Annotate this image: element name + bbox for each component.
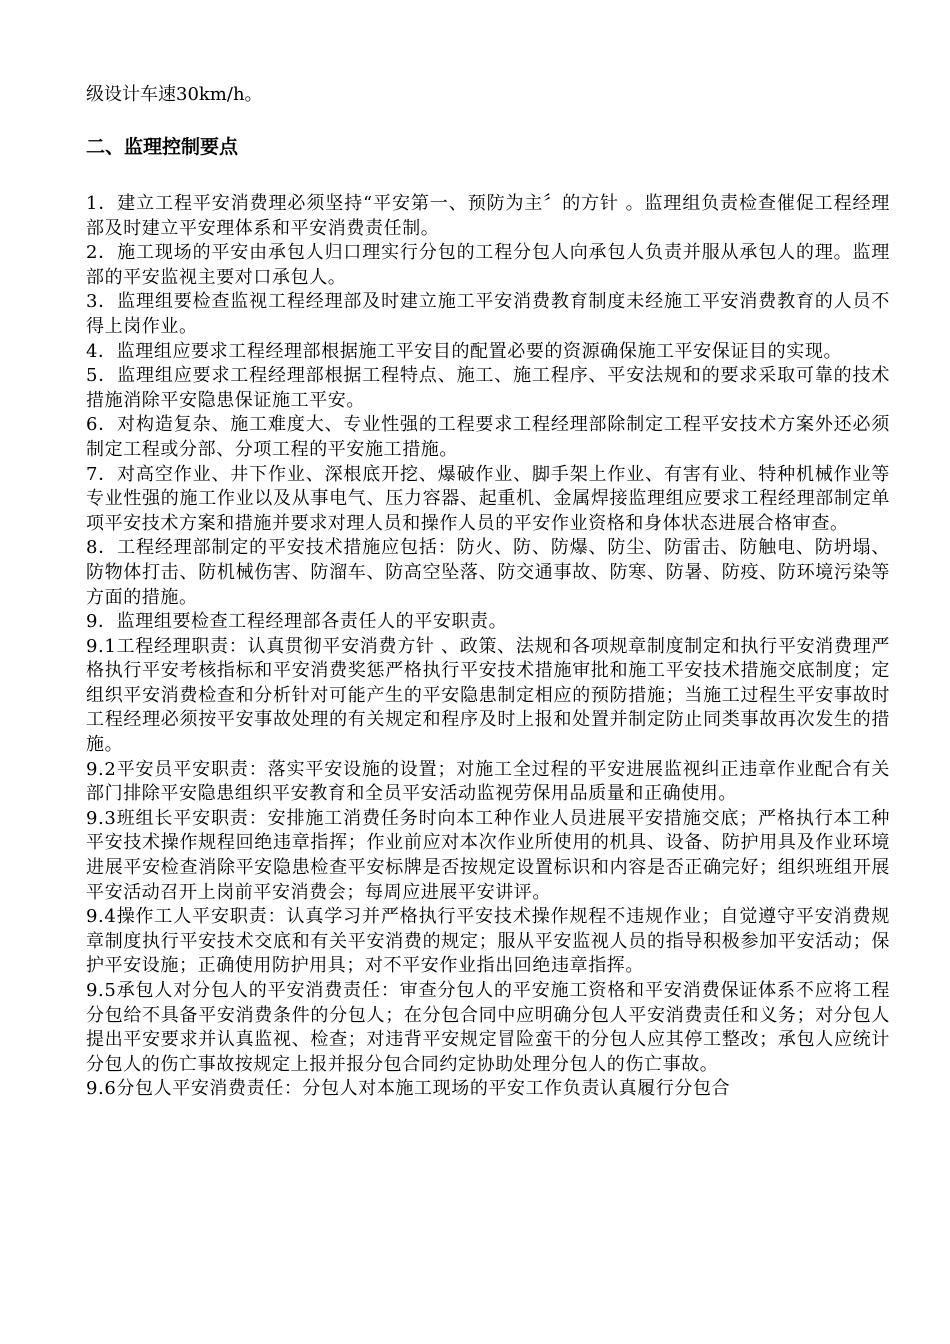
paragraph-9-2: 9.2平安员平安职责：落实平安设施的设置；对施工全过程的平安进展监视纠正违章作业配合有关部门排除平安隐患组织平安教育和全员平安活动监视劳保用品质量和正确使用。	[86, 758, 890, 805]
paragraph-9: 9．监理组要检查工程经理部各责任人的平安职责。	[86, 611, 508, 633]
paragraph-4: 4．监理组应要求工程经理部根据施工平安目的配置必要的资源确保施工平安保证目的实现。	[86, 340, 843, 362]
paragraph-9-5: 9.5承包人对分包人的平安消费责任：审查分包人的平安施工资格和平安消费保证体系不应将工程分包给不具备平安消费条件的分包人；在分包合同中应明确分包人平安消费责任和义务；对分包人提出平安要求并认真监视、检查；对违背平安规定冒险蛮干的分包人应其停工整改；承包人应统计分包人的伤亡事故按规定上报并报分包合同约定协助处理分包人的伤亡事故。	[86, 980, 890, 1075]
paragraph-9-1: 9.1工程经理职责：认真贯彻平安消费方针 、政策、法规和各项规章制度制定和执行平安消费理严格执行平安考核指标和平安消费奖惩严格执行平安技术措施审批和施工平安技术措施交底制度；定组织平安消费检查和分析针对可能产生的平安隐患制定相应的预防措施；当施工过程生平安事故时工程经理必须按平安事故处理的有关规定和程序及时上报和处置并制定防止同类事故再次发生的措施。	[86, 635, 890, 756]
paragraph-9-4: 9.4操作工人平安职责：认真学习并严格执行平安技术操作规程不违规作业；自觉遵守平安消费规章制度执行平安技术交底和有关平安消费的规定；服从平安监视人员的指导积极参加平安活动；保护平安设施；正确使用防护用具；对不平安作业指出回绝违章指挥。	[86, 906, 890, 977]
paragraph-3: 3．监理组要检查监视工程经理部及时建立施工平安消费教育制度未经施工平安消费教育的人员不得上岗作业。	[86, 291, 890, 337]
lead-line: 级设计车速30km/h。	[86, 84, 263, 105]
paragraph-1: 1．建立工程平安消费理必须坚持“平安第一、预防为主〞的方针 。监理组负责检查催促工程经理部及时建立平安理体系和平安消费责任制。	[86, 193, 890, 239]
paragraph-9-3: 9.3班组长平安职责：安排施工消费任务时向本工种作业人员进展平安措施交底；严格执行本工种平安技术操作规程回绝违章指挥；作业前应对本次作业所使用的机具、设备、防护用具及作业环境进展平安检查消除平安隐患检查平安标牌是否按规定设置标识和内容是否正确完好；组织班组开展平安活动召开上岗前平安消费会；每周应进展平安讲评。	[86, 807, 890, 903]
paragraph-8: 8．工程经理部制定的平安技术措施应包括：防火、防、防爆、防尘、防雷击、防触电、防坍塌、防物体打击、防机械伤害、防溜车、防高空坠落、防交通事故、防寒、防暑、防疫、防环境污染等方面的措施。	[86, 537, 890, 608]
paragraph-7: 7．对高空作业、井下作业、深根底开挖、爆破作业、脚手架上作业、有害有业、特种机械作业等专业性强的施工作业以及从事电气、压力容器、起重机、金属焊接监理组应要求工程经理部制定单项平安技术方案和措施并要求对理人员和操作人员的平安作业资格和身体状态进展合格审查。	[86, 463, 890, 534]
section-heading: 二、监理控制要点	[86, 136, 239, 158]
paragraph-9-6: 9.6分包人平安消费责任：分包人对本施工现场的平安工作负责认真履行分包合	[86, 1078, 731, 1100]
paragraph-2: 2．施工现场的平安由承包人归口理实行分包的工程分包人向承包人负责并服从承包人的理。监理部的平安监视主要对口承包人。	[86, 242, 890, 288]
paragraph-6: 6．对构造复杂、施工难度大、专业性强的工程要求工程经理部除制定工程平安技术方案外还必须制定工程或分部、分项工程的平安施工措施。	[86, 414, 890, 460]
paragraph-5: 5．监理组应要求工程经理部根据工程特点、施工、施工程序、平安法规和的要求采取可靠的技术措施消除平安隐患保证施工平安。	[86, 365, 890, 411]
